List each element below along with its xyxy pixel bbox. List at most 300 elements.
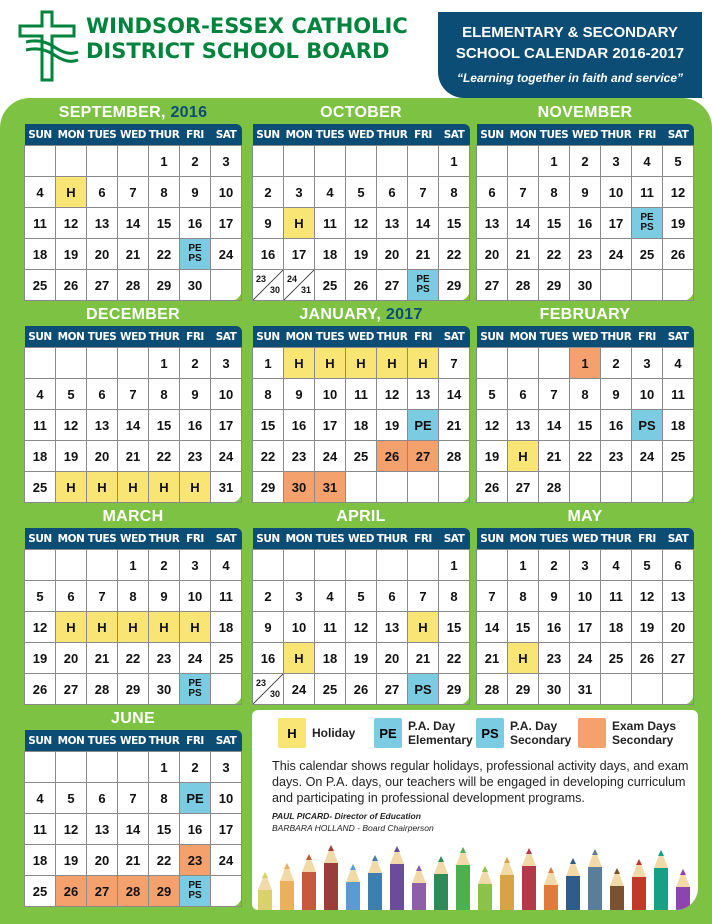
day-cell: 26 (632, 643, 663, 674)
day-cell: 24 (315, 441, 346, 472)
day-cell: 5 (56, 379, 87, 410)
day-cell: 14 (408, 208, 439, 239)
day-header: MON (508, 326, 539, 348)
day-cell: 14 (508, 208, 539, 239)
day-cell: 6 (87, 783, 118, 814)
day-cell: 16 (253, 643, 284, 674)
week-row (25, 674, 242, 705)
day-cell (284, 270, 315, 301)
day-cell: 22 (149, 441, 180, 472)
month-may (476, 508, 694, 697)
day-cell: 16 (253, 239, 284, 270)
month-title (24, 710, 242, 728)
day-cell (56, 146, 87, 177)
day-cell (180, 239, 211, 270)
day-header: MON (56, 124, 87, 146)
day-cell: 16 (180, 410, 211, 441)
week-row (253, 348, 470, 379)
day-cell: 8 (570, 379, 601, 410)
day-cell: 11 (663, 379, 694, 410)
day-cell: 6 (87, 379, 118, 410)
day-cell: 21 (477, 643, 508, 674)
day-cell: 15 (508, 612, 539, 643)
pencil-body (500, 875, 514, 910)
day-cell (211, 270, 242, 301)
day-cell: PS (632, 410, 663, 441)
week-row (253, 441, 470, 472)
pencil-lead (680, 869, 686, 875)
day-cell (315, 146, 346, 177)
day-cell: 9 (253, 208, 284, 239)
pencil-body (478, 884, 492, 910)
day-cell: 10 (632, 379, 663, 410)
week-row (25, 410, 242, 441)
day-cell: 4 (632, 146, 663, 177)
day-cell: 13 (87, 208, 118, 239)
day-cell (211, 876, 242, 907)
month-grid (252, 124, 470, 301)
day-cell: 19 (346, 239, 377, 270)
day-cell: 27 (377, 674, 408, 705)
day-cell: 25 (315, 270, 346, 301)
day-header: SUN (253, 528, 284, 550)
day-cell: 24 (601, 239, 632, 270)
month-year: 2016 (170, 104, 208, 121)
day-header: MON (284, 528, 315, 550)
legend-pa-secondary (476, 718, 571, 748)
pencil-body (566, 876, 580, 910)
day-cell: 14 (439, 379, 470, 410)
day-cell: 2 (180, 348, 211, 379)
day-cell: 29 (149, 876, 180, 907)
day-cell: 3 (570, 550, 601, 581)
day-cell: 18 (25, 239, 56, 270)
day-cell (118, 348, 149, 379)
day-cell: 24 (284, 674, 315, 705)
day-cell: 5 (663, 146, 694, 177)
week-row (25, 845, 242, 876)
day-cell: 30 (539, 674, 570, 705)
day-cell: 5 (477, 379, 508, 410)
day-header: FRI (180, 326, 211, 348)
pencil-body (676, 887, 690, 910)
day-code: PS (416, 284, 430, 295)
day-cell (477, 146, 508, 177)
day-cell: 24 (211, 239, 242, 270)
day-cell (180, 876, 211, 907)
chair-signature: BARBARA HOLLAND - Board Chairperson (272, 823, 434, 833)
day-header: SUN (25, 730, 56, 752)
day-header: WED (346, 124, 377, 146)
day-cell: 2 (601, 348, 632, 379)
day-cell: 11 (211, 581, 242, 612)
day-cell: 21 (408, 239, 439, 270)
day-cell: 12 (632, 581, 663, 612)
day-header: WED (570, 326, 601, 348)
day-cell (87, 752, 118, 783)
day-cell (253, 270, 284, 301)
day-cell: 18 (315, 239, 346, 270)
day-cell: 21 (508, 239, 539, 270)
week-row (253, 643, 470, 674)
day-cell: 22 (439, 239, 470, 270)
day-cell: 26 (346, 270, 377, 301)
day-cell: 3 (211, 146, 242, 177)
week-row (477, 674, 694, 705)
day-cell (284, 146, 315, 177)
pencil-body (522, 866, 536, 910)
month-title (252, 306, 470, 324)
day-cell: 27 (408, 441, 439, 472)
day-cell: 6 (377, 177, 408, 208)
day-cell: 3 (211, 752, 242, 783)
day-cell: 16 (180, 208, 211, 239)
day-cell: 19 (663, 208, 694, 239)
day-cell: H (346, 348, 377, 379)
day-cell: 23 (180, 845, 211, 876)
legend-label: Elementary (408, 733, 473, 747)
day-cell: 15 (439, 612, 470, 643)
day-cell: 7 (477, 581, 508, 612)
day-header: SUN (477, 124, 508, 146)
day-code: PE (416, 274, 430, 285)
day-cell: 4 (25, 783, 56, 814)
day-cell: 25 (663, 441, 694, 472)
day-cell (477, 348, 508, 379)
day-header: TUES (315, 124, 346, 146)
day-cell: 8 (118, 581, 149, 612)
day-cell: 19 (56, 239, 87, 270)
day-cell: 3 (284, 177, 315, 208)
week-row (253, 379, 470, 410)
day-cell: 9 (601, 379, 632, 410)
day-cell (118, 752, 149, 783)
day-cell: 2 (149, 550, 180, 581)
day-header: FRI (632, 124, 663, 146)
day-header: SAT (211, 326, 242, 348)
day-cell: 23 (539, 643, 570, 674)
day-cell: 22 (253, 441, 284, 472)
day-cell: 16 (601, 410, 632, 441)
day-cell: 1 (149, 146, 180, 177)
day-code: PS (188, 890, 202, 901)
day-header: SAT (439, 528, 470, 550)
day-cell: 12 (25, 612, 56, 643)
day-cell: 24 (211, 441, 242, 472)
day-cell: H (180, 612, 211, 643)
day-cell (601, 472, 632, 503)
day-header: THUR (601, 326, 632, 348)
day-header: FRI (408, 124, 439, 146)
day-header: WED (118, 528, 149, 550)
pencil-lead (328, 845, 334, 851)
month-june (24, 710, 242, 901)
day-cell (508, 146, 539, 177)
day-header: THUR (149, 326, 180, 348)
day-cell: 12 (56, 814, 87, 845)
day-cell: 8 (149, 177, 180, 208)
pencil-body (368, 873, 382, 910)
week-row (477, 581, 694, 612)
day-cell: 2 (253, 581, 284, 612)
day-header: SUN (253, 124, 284, 146)
day-cell: 19 (632, 612, 663, 643)
day-cell: 22 (570, 441, 601, 472)
day-header: THUR (149, 124, 180, 146)
day-cell: 7 (87, 581, 118, 612)
day-header: TUES (539, 528, 570, 550)
week-row (477, 612, 694, 643)
day-cell (601, 270, 632, 301)
day-cell: H (408, 612, 439, 643)
day-cell (253, 146, 284, 177)
week-row (477, 348, 694, 379)
day-cell: H (284, 208, 315, 239)
day-cell (439, 472, 470, 503)
day-header: WED (570, 124, 601, 146)
pencil-body (258, 890, 272, 910)
week-row (25, 348, 242, 379)
day-cell (253, 674, 284, 705)
day-cell: 23 (284, 441, 315, 472)
day-cell: 30 (149, 674, 180, 705)
day-cell: 31 (315, 472, 346, 503)
week-row (477, 472, 694, 503)
day-cell: 3 (211, 348, 242, 379)
day-header: THUR (377, 326, 408, 348)
week-row (25, 146, 242, 177)
day-cell: 14 (118, 208, 149, 239)
day-number: 30 (269, 285, 280, 295)
week-row (25, 239, 242, 270)
pencil-body (632, 877, 646, 910)
day-cell: 8 (439, 177, 470, 208)
day-cell: 4 (601, 550, 632, 581)
motto: “Learning together in faith and service” (456, 71, 684, 85)
day-header: MON (56, 326, 87, 348)
day-cell: 11 (315, 208, 346, 239)
day-header: TUES (539, 326, 570, 348)
week-row (253, 239, 470, 270)
day-cell: 1 (253, 348, 284, 379)
day-cell: 21 (118, 845, 149, 876)
day-cell: 26 (663, 239, 694, 270)
day-header: THUR (377, 528, 408, 550)
month-april (252, 508, 470, 699)
day-cell (663, 674, 694, 705)
week-row (25, 752, 242, 783)
day-cell (632, 270, 663, 301)
day-cell: 29 (118, 674, 149, 705)
day-cell: 14 (118, 814, 149, 845)
day-cell: H (315, 348, 346, 379)
day-cell: 29 (253, 472, 284, 503)
day-cell: 10 (315, 379, 346, 410)
day-cell: 20 (87, 845, 118, 876)
month-name: MARCH (102, 508, 164, 525)
day-cell: 23 (570, 239, 601, 270)
day-header: MON (56, 528, 87, 550)
day-cell: 22 (118, 643, 149, 674)
pencil-body (390, 864, 404, 910)
day-cell: 10 (284, 612, 315, 643)
day-cell: H (508, 441, 539, 472)
day-cell: 4 (211, 550, 242, 581)
month-title (24, 104, 242, 122)
day-cell: 24 (211, 845, 242, 876)
day-cell (570, 472, 601, 503)
pencil-lead (460, 847, 466, 853)
day-cell: 30 (284, 472, 315, 503)
day-cell: 4 (315, 581, 346, 612)
month-december (24, 306, 242, 495)
day-cell: 14 (539, 410, 570, 441)
month-grid (476, 326, 694, 503)
header (0, 0, 712, 100)
day-cell: 3 (284, 581, 315, 612)
day-cell: 9 (180, 379, 211, 410)
day-cell (539, 348, 570, 379)
day-header: SAT (211, 730, 242, 752)
day-cell: 10 (211, 379, 242, 410)
day-code: PE (188, 243, 202, 254)
pencil-lead (284, 863, 290, 869)
month-grid (252, 326, 470, 503)
day-code: PS (640, 222, 654, 233)
day-cell: 21 (408, 643, 439, 674)
day-header: SAT (439, 124, 470, 146)
pencil-body (588, 867, 602, 910)
day-cell: 21 (539, 441, 570, 472)
day-cell (284, 550, 315, 581)
pencil-lead (416, 865, 422, 871)
week-row (253, 550, 470, 581)
week-row (25, 472, 242, 503)
day-cell: 10 (211, 783, 242, 814)
day-cell: 20 (87, 441, 118, 472)
month-name: JANUARY, (299, 306, 382, 323)
day-cell: H (149, 472, 180, 503)
week-row (477, 146, 694, 177)
day-cell: H (149, 612, 180, 643)
day-cell: 25 (632, 239, 663, 270)
day-cell: 17 (315, 410, 346, 441)
day-cell: 30 (570, 270, 601, 301)
day-cell: 7 (439, 348, 470, 379)
day-header: SUN (253, 326, 284, 348)
day-cell: 22 (149, 845, 180, 876)
day-cell (56, 752, 87, 783)
day-header: THUR (601, 528, 632, 550)
day-cell: 27 (377, 270, 408, 301)
pencil-body (456, 865, 470, 910)
day-cell: 5 (25, 581, 56, 612)
day-cell: 27 (477, 270, 508, 301)
day-cell: 8 (539, 177, 570, 208)
day-cell (87, 348, 118, 379)
week-row (25, 270, 242, 301)
day-cell: 23 (601, 441, 632, 472)
day-header: SAT (211, 124, 242, 146)
month-grid (252, 528, 470, 705)
day-number: 31 (300, 285, 311, 295)
pencil-body (324, 863, 338, 910)
day-header: THUR (601, 124, 632, 146)
day-cell: 2 (253, 177, 284, 208)
day-header: FRI (632, 528, 663, 550)
day-header: MON (284, 326, 315, 348)
day-cell: 18 (663, 410, 694, 441)
day-cell: 13 (477, 208, 508, 239)
day-cell: 13 (663, 581, 694, 612)
day-cell: 28 (118, 876, 149, 907)
day-code: PE (188, 880, 202, 891)
day-cell: 26 (56, 876, 87, 907)
legend-description: This calendar shows regular holidays, professional activity days, and exam days. On P.A. days, our teachers will be engaged in developing curriculum and participating in professional development programs. (272, 759, 689, 805)
day-cell: 25 (346, 441, 377, 472)
day-cell: 9 (253, 612, 284, 643)
day-header: SUN (25, 528, 56, 550)
day-cell: 31 (570, 674, 601, 705)
legend-swatch-holiday: H (278, 718, 306, 748)
month-october (252, 104, 470, 295)
month-title (252, 508, 470, 526)
calendar-title (438, 22, 702, 64)
day-header: THUR (149, 528, 180, 550)
pencil-lead (262, 872, 268, 878)
day-cell (180, 674, 211, 705)
day-cell: 26 (477, 472, 508, 503)
pencil-lead (548, 867, 554, 873)
day-cell (601, 674, 632, 705)
day-cell: 20 (377, 239, 408, 270)
day-cell: 11 (25, 814, 56, 845)
day-cell (408, 550, 439, 581)
day-cell: 25 (601, 643, 632, 674)
week-row (253, 270, 470, 301)
day-header: SUN (477, 326, 508, 348)
day-code: PE (640, 212, 654, 223)
day-cell: 7 (118, 379, 149, 410)
day-header: WED (118, 124, 149, 146)
day-cell: H (408, 348, 439, 379)
week-row (477, 410, 694, 441)
month-name: JUNE (111, 710, 155, 727)
day-cell: 3 (632, 348, 663, 379)
month-name: NOVEMBER (537, 104, 633, 121)
director-signature: PAUL PICARD- Director of Education (272, 811, 421, 821)
day-cell: 7 (118, 783, 149, 814)
week-row (477, 643, 694, 674)
day-header: TUES (87, 528, 118, 550)
day-header: SAT (211, 528, 242, 550)
day-cell: 20 (56, 643, 87, 674)
month-name: SEPTEMBER, (58, 104, 166, 121)
day-cell (377, 146, 408, 177)
pencil-lead (526, 848, 532, 854)
colored-pencils-image (252, 834, 698, 910)
pencil-lead (658, 850, 664, 856)
day-header: TUES (87, 124, 118, 146)
legend-panel (252, 710, 698, 910)
day-cell: 28 (439, 441, 470, 472)
week-row (253, 208, 470, 239)
day-cell: 1 (149, 348, 180, 379)
day-cell: 27 (56, 674, 87, 705)
week-row (25, 177, 242, 208)
day-cell: 3 (180, 550, 211, 581)
day-cell: 12 (477, 410, 508, 441)
